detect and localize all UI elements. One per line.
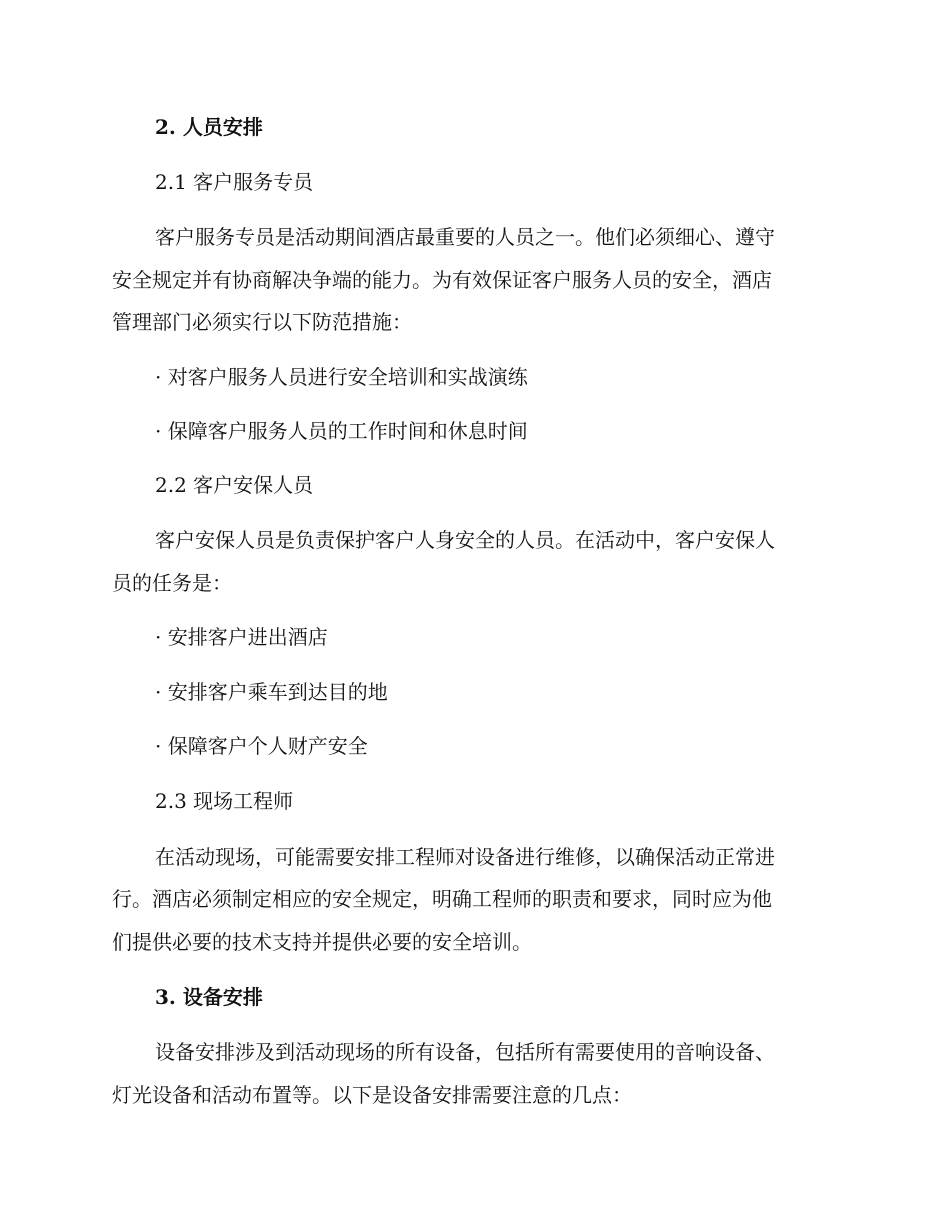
- bullet-item: · 保障客户个人财产安全: [155, 734, 368, 758]
- paragraph-line: 管理部门必须实行以下防范措施：: [112, 310, 412, 334]
- paragraph-line: 灯光设备和活动布置等。以下是设备安排需要注意的几点：: [112, 1083, 632, 1107]
- paragraph-line: 在活动现场，可能需要安排工程师对设备进行维修，以确保活动正常进: [155, 845, 775, 869]
- paragraph-line: 们提供必要的技术支持并提供必要的安全培训。: [112, 930, 532, 954]
- paragraph-line: 员的任务是：: [112, 571, 232, 595]
- bullet-item: · 保障客户服务人员的工作时间和休息时间: [155, 419, 528, 443]
- subheading-customer-service: 2.1 客户服务专员: [155, 170, 314, 194]
- paragraph-line: 设备安排涉及到活动现场的所有设备，包括所有需要使用的音响设备、: [155, 1040, 775, 1064]
- section-heading-personnel: 2. 人员安排: [155, 115, 263, 139]
- paragraph-line: 客户服务专员是活动期间酒店最重要的人员之一。他们必须细心、遵守: [155, 225, 775, 249]
- bullet-item: · 安排客户进出酒店: [155, 625, 328, 649]
- paragraph-line: 安全规定并有协商解决争端的能力。为有效保证客户服务人员的安全，酒店: [112, 268, 772, 292]
- section-heading-equipment: 3. 设备安排: [155, 985, 263, 1009]
- bullet-item: · 安排客户乘车到达目的地: [155, 680, 388, 704]
- subheading-site-engineer: 2.3 现场工程师: [155, 789, 294, 813]
- paragraph-line: 行。酒店必须制定相应的安全规定，明确工程师的职责和要求，同时应为他: [112, 887, 772, 911]
- paragraph-line: 客户安保人员是负责保护客户人身安全的人员。在活动中，客户安保人: [155, 528, 775, 552]
- bullet-item: · 对客户服务人员进行安全培训和实战演练: [155, 365, 528, 389]
- subheading-security-staff: 2.2 客户安保人员: [155, 473, 314, 497]
